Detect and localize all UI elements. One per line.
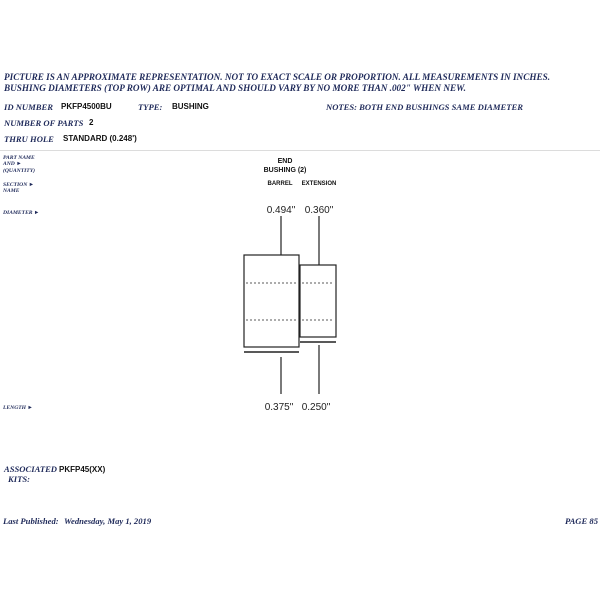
part-name: END BUSHING (2)	[263, 158, 307, 174]
barrel-diameter: 0.494"	[266, 205, 296, 216]
diameter-side-label: DIAMETER ►	[3, 210, 40, 216]
associated-kits-label: ASSOCIATED KITS:	[4, 464, 58, 484]
thru-hole-value: STANDARD (0.248')	[63, 134, 137, 143]
part-name-side-label: PART NAME AND ► (QUANTITY)	[3, 155, 36, 174]
associated-kits-value: PKFP45(XX)	[59, 465, 106, 474]
number-of-parts-label: NUMBER OF PARTS	[4, 118, 84, 128]
section-name-side-label: SECTION ► NAME	[3, 182, 35, 195]
type-value: BUSHING	[172, 102, 209, 111]
last-published-date: Wednesday, May 1, 2019	[64, 516, 152, 526]
id-number-label: ID NUMBER	[4, 102, 53, 112]
page-number: PAGE 85	[564, 516, 598, 526]
notes: NOTES: BOTH END BUSHINGS SAME DIAMETER	[326, 102, 523, 112]
extension-length: 0.250"	[301, 402, 331, 413]
last-published-label: Last Published:	[3, 516, 59, 526]
barrel-length: 0.375"	[264, 402, 294, 413]
disclaimer: PICTURE IS AN APPROXIMATE REPRESENTATION. NOT TO EXACT SCALE OR PROPORTION. ALL MEASUREMENTS IN INCHES. BUSHING DIAMETERS (TOP ROW) ARE OPTIMAL AND SHOULD VARY BY NO MORE THAN .002" WHEN NEW.	[4, 72, 551, 93]
number-of-parts-value: 2	[89, 118, 94, 127]
extension-diameter: 0.360"	[304, 205, 334, 216]
section-barrel: BARREL	[267, 181, 293, 187]
length-side-label: LENGTH ►	[3, 405, 33, 411]
section-extension: EXTENSION	[301, 181, 337, 187]
barrel-outline	[244, 255, 299, 347]
type-label: TYPE:	[138, 102, 163, 112]
thru-hole-label: THRU HOLE	[4, 134, 54, 144]
extension-outline	[300, 265, 336, 337]
id-number-value: PKFP4500BU	[61, 102, 112, 111]
